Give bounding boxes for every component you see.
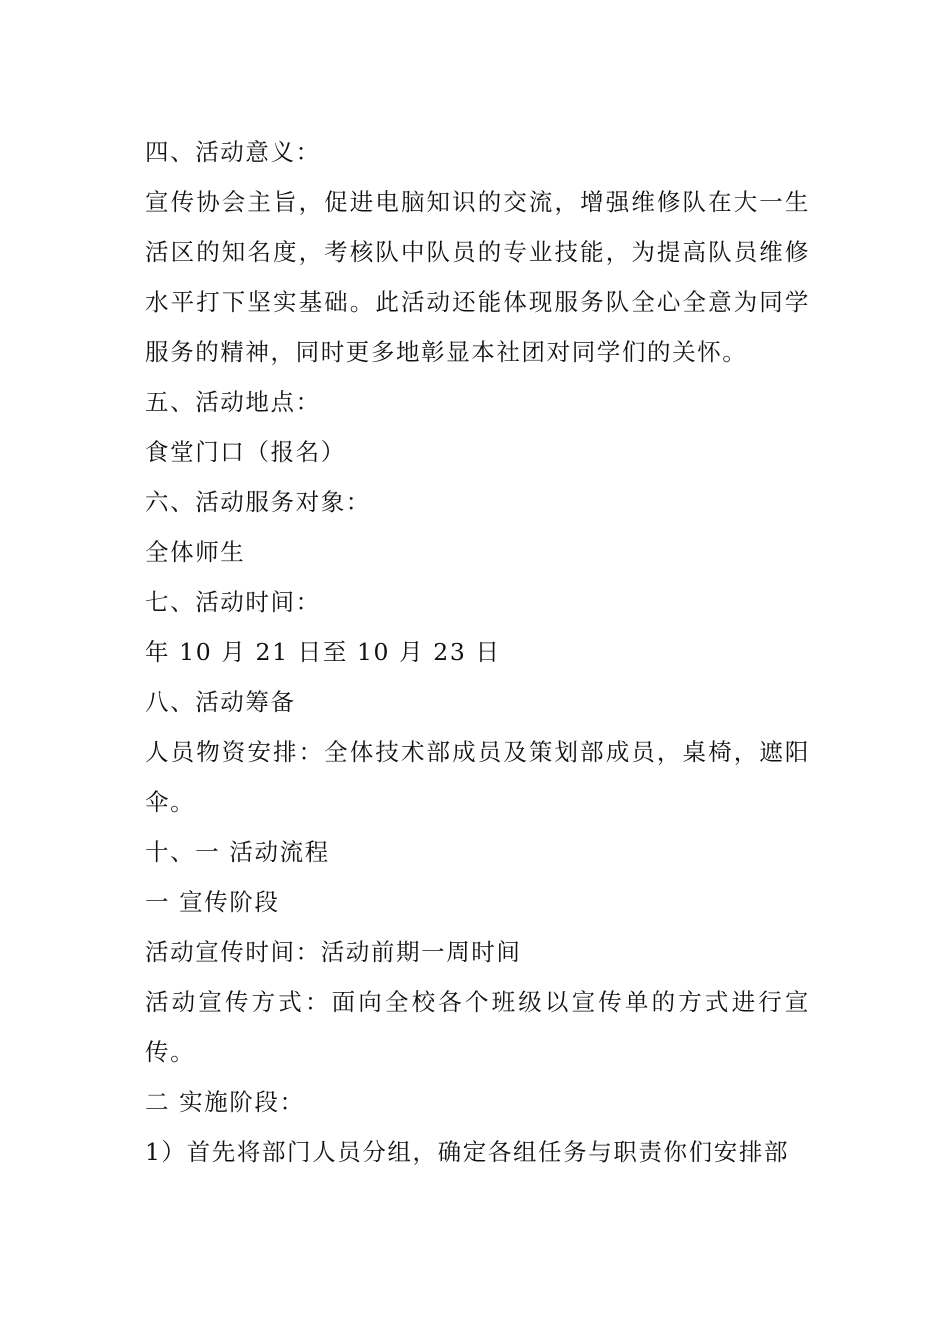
section-heading-location: 五、活动地点： <box>145 388 321 416</box>
section-heading-time: 七、活动时间： <box>145 588 321 616</box>
time-text: 年 10 月 21 日至 10 月 23 日 <box>145 638 501 666</box>
subheading-implementation-stage: 二 实施阶段： <box>145 1088 305 1116</box>
location-text: 食堂门口（报名） <box>145 438 346 466</box>
promotion-method-text: 活动宣传方式：面向全校各个班级以宣传单的方式进行宣传。 <box>145 988 810 1066</box>
subheading-promotion-stage: 一 宣传阶段 <box>145 888 280 916</box>
implementation-step-1: 1）首先将部门人员分组，确定各组任务与职责你们安排部 <box>145 1138 790 1166</box>
audience-text: 全体师生 <box>145 538 246 566</box>
section-heading-significance: 四、活动意义： <box>145 138 321 166</box>
section-heading-preparation: 八、活动筹备 <box>145 688 296 716</box>
significance-paragraph: 宣传协会主旨，促进电脑知识的交流，增强维修队在大一生活区的知名度，考核队中队员的专业技能，为提高队员维修水平打下坚实基础。此活动还能体现服务队全心全意为同学服务的精神，同时更多地彰显本社团对同学们的关怀。 <box>145 188 810 366</box>
promotion-time-text: 活动宣传时间：活动前期一周时间 <box>145 938 522 966</box>
document-body <box>145 127 810 1177</box>
section-heading-audience: 六、活动服务对象： <box>145 488 371 516</box>
section-heading-process: 十、一 活动流程 <box>145 838 330 866</box>
preparation-text: 人员物资安排：全体技术部成员及策划部成员，桌椅，遮阳伞。 <box>145 738 810 816</box>
